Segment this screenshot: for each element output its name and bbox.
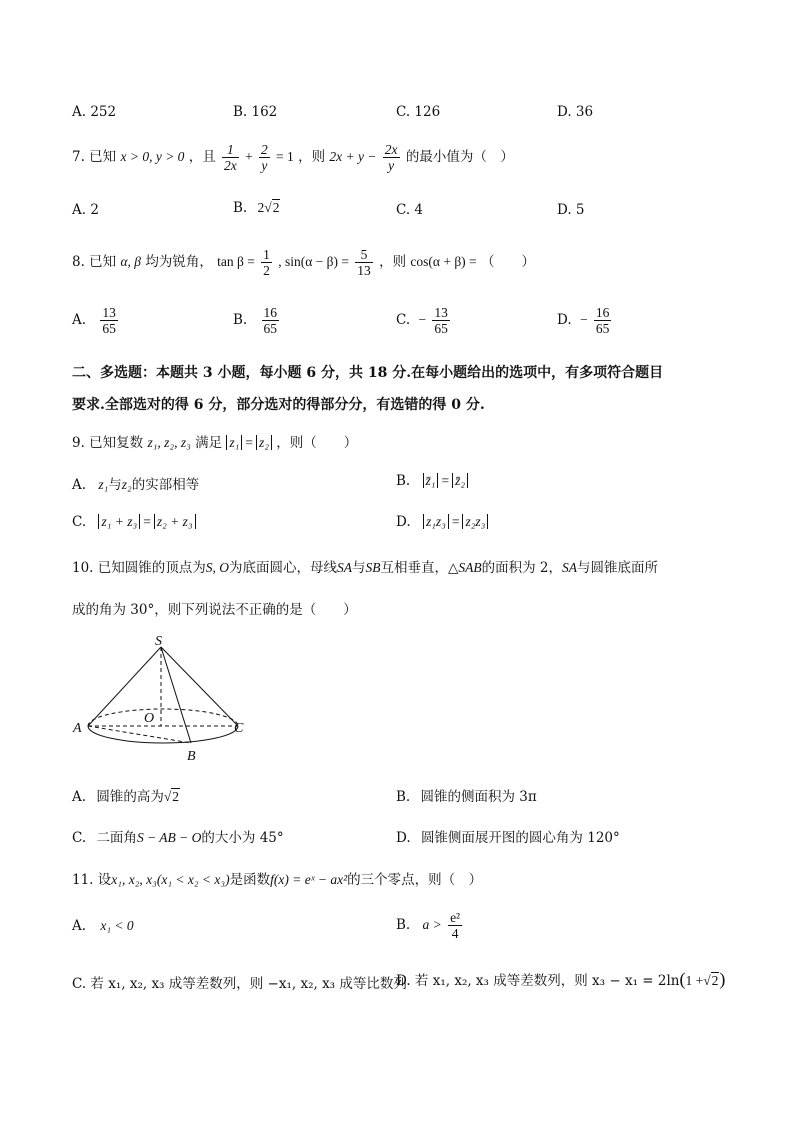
cone-base-front <box>88 726 238 743</box>
label-B: B <box>187 749 196 764</box>
label-A: A <box>73 721 82 736</box>
q6-option-c: C. 126 <box>396 104 441 120</box>
q8-sin: , sin(α − β) = <box>278 254 349 269</box>
q9-option-a: A. z₁与z₂的实部相等 <box>72 477 200 493</box>
q7-condition: x > 0, y > 0 <box>120 149 185 164</box>
q8-suffix: （ ） <box>480 254 535 270</box>
label-O: O <box>144 711 155 726</box>
q9-option-d: D. z₁z₃ = z₂z₃ <box>396 514 488 530</box>
question-9: 9. 已知复数 z₁, z₂, z₃ 满足 z₁ = z₂ ，则（ ） <box>72 435 358 451</box>
question-7 <box>72 139 514 175</box>
q7-option-b: B. 2√2 <box>233 200 280 216</box>
section-2-header-line2: 要求.全部选对的得 6 分，部分选对的得部分分，有选错的得 0 分. <box>72 397 485 413</box>
q8-then: ，则 <box>379 254 407 270</box>
question-8 <box>72 244 535 280</box>
q7-plus: + <box>245 149 253 164</box>
q8-option-d: D. − $\frac{16}{65}$ <box>557 305 610 336</box>
q10-option-c: C. 二面角S − AB − O的大小为 45° <box>72 830 284 846</box>
question-10-line2: 成的角为 30°，则下列说法不正确的是（ ） <box>72 602 357 618</box>
q7-and: ，且 <box>188 149 216 165</box>
q7-option-c: C. 4 <box>396 202 424 218</box>
generatrix-SC <box>161 647 238 726</box>
q7-fraction-3: $\frac{2x}{y}$ <box>384 142 398 173</box>
q10-option-b: B. 圆锥的侧面积为 3π <box>396 789 537 805</box>
q8-tan-fraction: $\frac{1}{2}$ <box>263 247 270 278</box>
generatrix-SB <box>161 647 191 743</box>
q8-option-c: C. − $\frac{13}{65}$ <box>396 305 448 336</box>
q7-suffix: 的最小值为（ ） <box>405 149 514 165</box>
q7-fraction-2: $\frac{2}{y}$ <box>261 142 268 173</box>
q8-sin-fraction: $\frac{5}{13}$ <box>357 247 371 278</box>
q7-prefix: 7. 已知 <box>72 149 117 165</box>
q6-option-d: D. 36 <box>557 104 594 120</box>
q10-option-d: D. 圆锥侧面展开图的圆心角为 120° <box>396 830 620 846</box>
q7-expression: 2x + y − <box>329 149 377 164</box>
q8-prefix: 8. 已知 <box>72 254 117 270</box>
q11-option-c: C. 若 x₁, x₂, x₃ 成等差数列，则 −x₁, x₂, x₃ 成等比数列 <box>72 976 407 992</box>
q11-option-b: B. a > $\frac{\text{e²}}{4}$ <box>396 910 461 941</box>
label-C: C <box>234 721 244 736</box>
q8-option-b: B. $\frac{16}{65}$ <box>233 305 278 336</box>
q6-option-b: B. 162 <box>233 104 278 120</box>
q7-equals: = 1 <box>276 149 294 164</box>
q10-option-a: A. 圆锥的高为√2 <box>72 789 180 805</box>
question-11: 11. 设x₁, x₂, x₃(x₁ < x₂ < x₃)是函数f(x) = eˣ − ax²的三个零点，则（ ） <box>72 872 483 888</box>
cone-base-back <box>88 709 238 726</box>
cone-diagram <box>66 632 266 767</box>
q11-option-d: D. 若 x₁, x₂, x₃ 成等差数列，则 x₃ − x₁ = 2ln(1 +√2) <box>396 969 726 989</box>
q9-option-c: C. z₁ + z₃ = z₂ + z₃ <box>72 514 196 530</box>
question-10-line1: 10. 已知圆锥的顶点为S, O为底面圆心，母线SA与SB互相垂直，△SAB的面积为 2，SA与圆锥底面所 <box>72 560 659 576</box>
q8-cos: cos(α + β) = <box>410 254 477 269</box>
chord-AB <box>88 726 191 743</box>
q11-option-a: A. x₁ < 0 <box>72 918 134 934</box>
q8-vars: α, β <box>120 254 142 269</box>
label-S: S <box>155 634 162 649</box>
q7-fraction-1: $\frac{1}{2x}$ <box>224 142 237 173</box>
section-2-header-line1: 二、多选题：本题共 3 小题，每小题 6 分，共 18 分.在每小题给出的选项中，有多项符合题目 <box>72 365 664 381</box>
q8-option-a: A. $\frac{13}{65}$ <box>72 305 116 336</box>
q7-option-d: D. 5 <box>557 202 585 218</box>
q7-option-a: A. 2 <box>72 202 99 218</box>
q9-option-b: B. z̄₁ = z̄₂ <box>396 473 468 489</box>
q6-option-a: A. 252 <box>72 104 117 120</box>
q8-mid: 均为锐角， <box>145 254 213 270</box>
q7-then: ，则 <box>298 149 326 165</box>
q8-tan: tan β = <box>217 254 255 269</box>
